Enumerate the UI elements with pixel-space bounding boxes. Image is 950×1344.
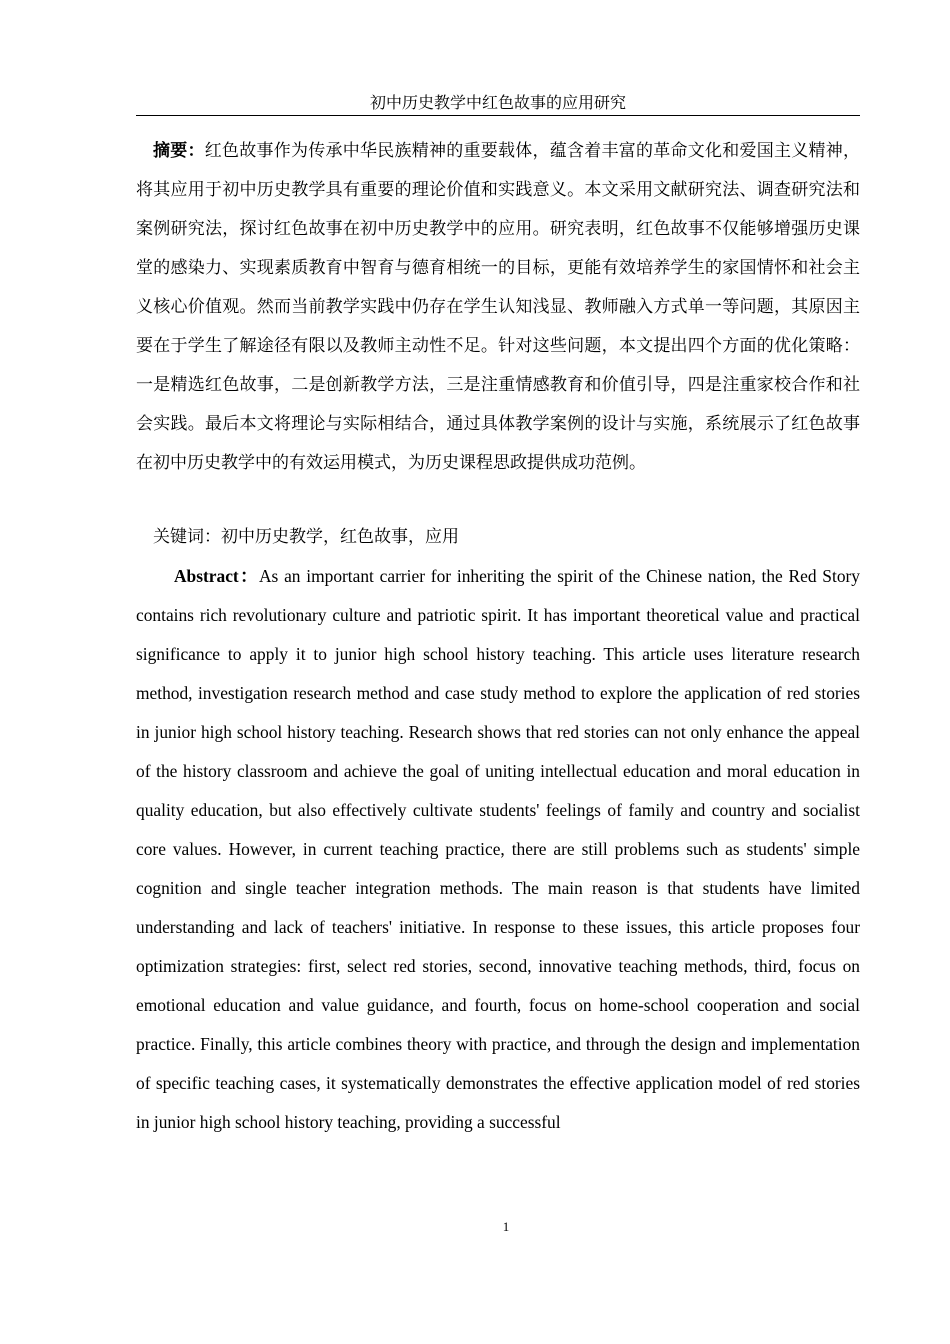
- chinese-abstract-text: 红色故事作为传承中华民族精神的重要载体，蕴含着丰富的革命文化和爱国主义精神，将其应用于初中历史教学具有重要的理论价值和实践意义。本文采用文献研究法、调查研究法和案例研究法，探讨红色故事在初中历史教学中的应用。研究表明，红色故事不仅能够增强历史课堂的感染力、实现素质教育中智育与德育相统一的目标，更能有效培养学生的家国情怀和社会主义核心价值观。然而当前教学实践中仍存在学生认知浅显、教师融入方式单一等问题，其原因主要在于学生了解途径有限以及教师主动性不足。针对这些问题，本文提出四个方面的优化策略：一是精选红色故事，二是创新教学方法，三是注重情感教育和价值引导，四是注重家校合作和社会实践。最后本文将理论与实际相结合，通过具体教学案例的设计与实施，系统展示了红色故事在初中历史教学中的有效运用模式，为历史课程思政提供成功范例。: [136, 141, 860, 473]
- english-abstract-text: As an important carrier for inheriting the spirit of the Chinese nation, the Red Story contains rich revolutionary culture and patriotic spirit. It has important theoretical value and practical significance to apply it to junior high school history teaching. This article uses literature research method, investigation research method and case study method to explore the application of red stories in junior high school history teaching. Research shows that red stories can not only enhance the appeal of the history classroom and achieve the goal of uniting intellectual education and moral education in quality education, but also effectively cultivate students' feelings of family and country and socialist core values. However, in current teaching practice, there are still problems such as students' simple cognition and single teacher integration methods. The main reason is that students have limited understanding and lack of teachers' initiative. In response to these issues, this article proposes four optimization strategies: first, select red stories, second, innovative teaching methods, third, focus on emotional education and value guidance, and fourth, focus on home-school cooperation and social practice. Finally, this article combines theory with practice, and through the design and implementation of specific teaching cases, it systematically demonstrates the effective application model of red stories in junior high school history teaching, providing a successful: [136, 566, 860, 1132]
- chinese-keywords: [136, 518, 860, 557]
- running-header: [136, 91, 860, 116]
- chinese-abstract-label: 摘要：: [153, 141, 205, 161]
- running-header-title: 初中历史教学中红色故事的应用研究: [369, 93, 626, 112]
- english-abstract: [136, 557, 860, 1142]
- page-number: 1: [502, 1219, 510, 1234]
- chinese-keywords-label: 关键词：: [153, 527, 221, 547]
- english-abstract-label: Abstract：: [174, 566, 259, 586]
- chinese-abstract: [136, 132, 860, 483]
- chinese-keywords-text: 初中历史教学，红色故事，应用: [221, 527, 459, 547]
